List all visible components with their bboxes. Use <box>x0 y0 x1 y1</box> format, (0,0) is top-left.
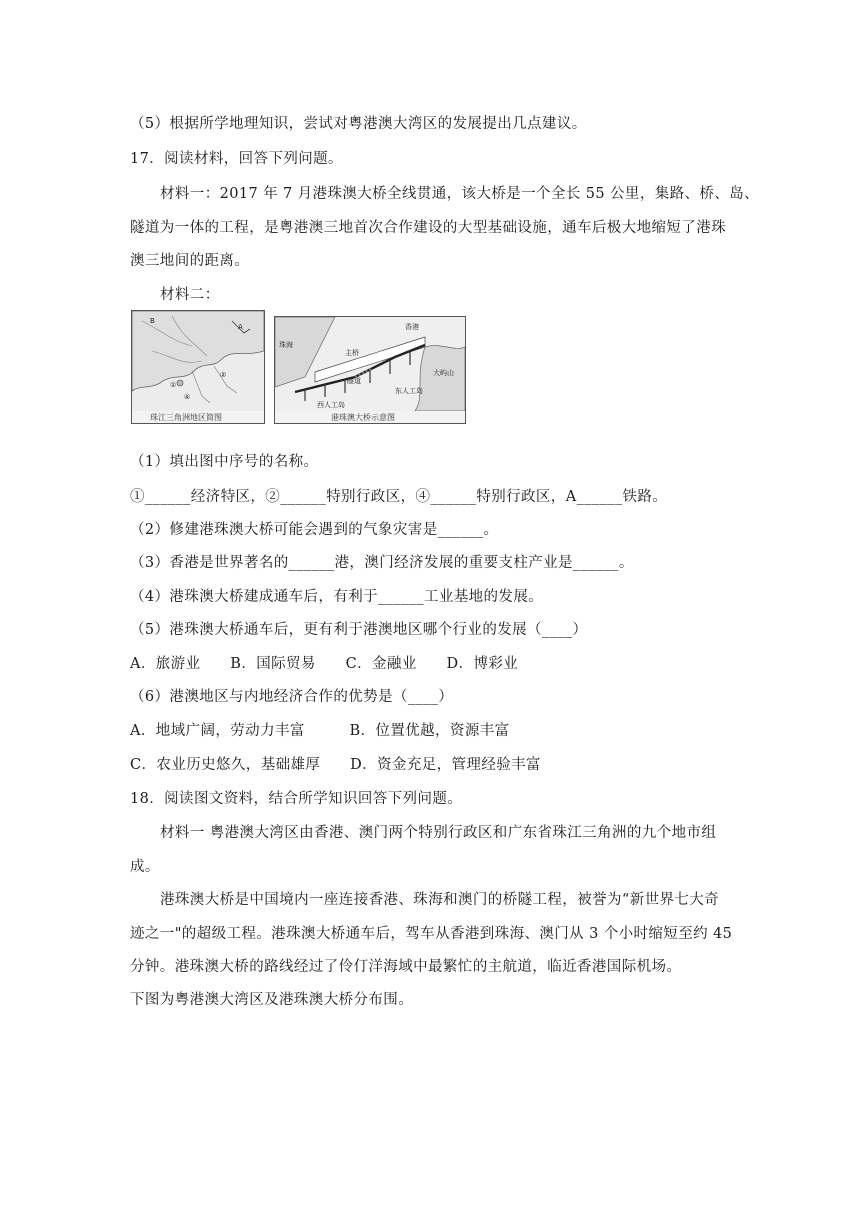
q17-sub6-options-1: A．地域广阔，劳动力丰富 B．位置优越，资源丰富 <box>130 723 510 739</box>
q17-sub6: （6）港澳地区与内地经济合作的优势是（____） <box>130 689 454 705</box>
q17-material1-line3: 澳三地间的距离。 <box>130 253 250 269</box>
q18-para2-line2: 迹之一"的超级工程。港珠澳大桥通车后，驾车从香港到珠海、澳门从 3 个小时缩短至约 45 <box>130 926 733 942</box>
hzmb-schematic-drawing <box>275 317 465 411</box>
q17-sub5: （5）港珠澳大桥通车后，更有利于港澳地区哪个行业的发展（____） <box>130 622 588 638</box>
q17-sub4: （4）港珠澳大桥建成通车后，有利于______工业基地的发展。 <box>130 589 544 605</box>
q18-closing: 下图为粤港澳大湾区及港珠澳大桥分布围。 <box>130 992 414 1008</box>
hzmb-label-lantau: 大屿山 <box>433 369 454 377</box>
hzmb-label-hk: 香港 <box>405 323 419 331</box>
map-label-1: ① <box>170 381 177 389</box>
pearl-river-delta-map <box>131 310 265 424</box>
pearl-river-delta-map-drawing <box>132 311 264 411</box>
map-label-b: B <box>150 317 155 325</box>
pearl-river-delta-map-caption: 珠江三角洲地区简图 <box>150 413 222 422</box>
map-label-4: ④ <box>184 393 191 401</box>
q17-sub3: （3）香港是世界著名的______港，澳门经济发展的重要支柱产业是______。 <box>130 555 634 571</box>
q17-material1-line1: 材料一：2017 年 7 月港珠澳大桥全线贯通，该大桥是一个全长 55 公里，集路、桥、岛、 <box>160 186 760 202</box>
hzmb-label-zh: 珠海 <box>279 341 293 349</box>
hzmb-label-east-island: 东人工岛 <box>395 387 423 395</box>
hzmb-label-west-island: 西人工岛 <box>317 401 345 409</box>
q17-material2-label: 材料二： <box>160 287 220 303</box>
q17-sub1: （1）填出图中序号的名称。 <box>130 454 319 470</box>
q16-sub5: （5）根据所学地理知识，尝试对粤港澳大湾区的发展提出几点建议。 <box>130 116 587 132</box>
hzmb-schematic <box>274 316 466 424</box>
q18-para2-line1: 港珠澳大桥是中国境内一座连接香港、珠海和澳门的桥隧工程，被誉为“新世界七大奇 <box>160 892 720 908</box>
map-label-2: ② <box>220 371 227 379</box>
hzmb-label-main: 主桥 <box>345 349 359 357</box>
q18-material1-line1: 材料一 粤港澳大湾区由香港、澳门两个特别行政区和广东省珠江三角洲的九个地市组 <box>160 825 717 841</box>
hzmb-schematic-caption: 港珠澳大桥示意图 <box>331 413 395 422</box>
q17-sub2: （2）修建港珠澳大桥可能会遇到的气象灾害是______。 <box>130 522 499 538</box>
q17-sub1-blanks: ①______经济特区，②______特别行政区，④______特别行政区，A______铁路。 <box>130 489 668 505</box>
q18-para2-line3: 分钟。港珠澳大桥的路线经过了伶仃洋海域中最繁忙的主航道，临近香港国际机场。 <box>130 959 682 975</box>
q18-stem: 18．阅读图文资料，结合所学知识回答下列问题。 <box>130 791 463 807</box>
q17-stem: 17．阅读材料，回答下列问题。 <box>130 151 343 167</box>
q17-sub6-options-2: C．农业历史悠久，基础雄厚 D．资金充足，管理经验丰富 <box>130 757 541 773</box>
map-label-a: A <box>238 323 243 331</box>
hzmb-label-tunnel: 隧道 <box>347 377 361 385</box>
q18-material1-line2: 成。 <box>130 859 160 875</box>
q17-material1-line2: 隧道为一体的工程，是粤港澳三地首次合作建设的大型基础设施，通车后极大地缩短了港珠 <box>130 220 726 236</box>
q17-sub5-options: A．旅游业 B．国际贸易 C．金融业 D．博彩业 <box>130 656 519 672</box>
